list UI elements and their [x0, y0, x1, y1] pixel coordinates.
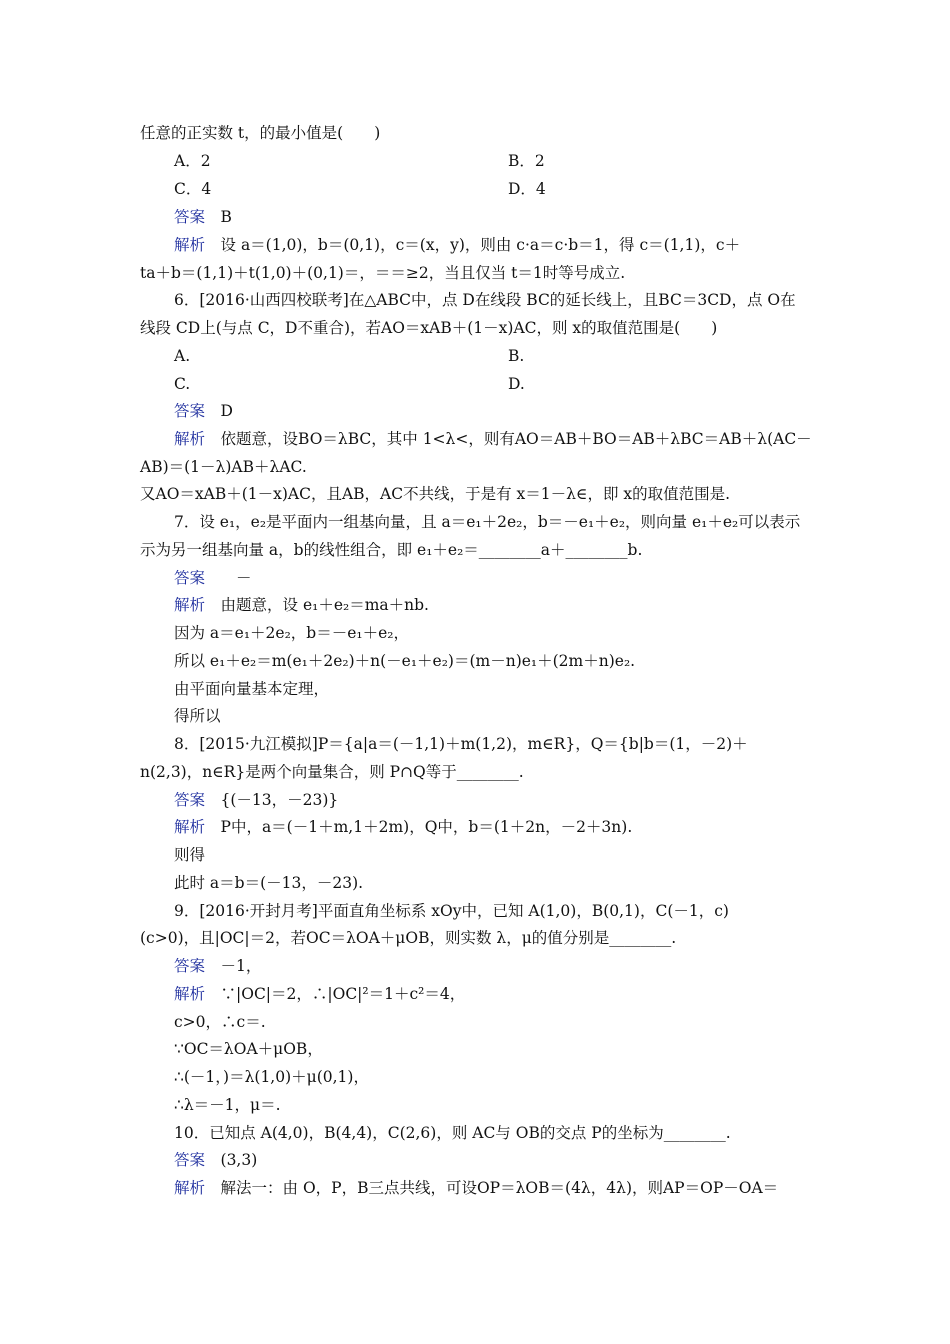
text-line: 由平面向量基本定理，	[174, 680, 330, 698]
text-line: (c>0)，且|OC|＝2，若OC＝λOA＋μOB，则实数 λ，μ的值分别是________.	[140, 929, 677, 947]
option-b: B．2	[508, 152, 545, 170]
analysis-line: 解析 由题意，设 e₁＋e₂＝ma＋nb.	[174, 596, 429, 614]
analysis-line: 解析 解法一：由 O，P，B三点共线，可设OP＝λOB＝(4λ，4λ)，则AP＝OP－OA＝	[174, 1179, 779, 1197]
text-line: 线段 CD上(与点 C，D不重合)，若AO＝xAB＋(1－x)AC，则 x的取值范围是( )	[140, 319, 718, 337]
text-line: 因为 a＝e₁＋2e₂，b＝－e₁＋e₂，	[174, 624, 409, 642]
text-line: ∴λ＝－1，μ＝.	[174, 1096, 281, 1114]
answer-line: 答案 (3,3)	[174, 1151, 258, 1169]
option-c: C．4	[174, 180, 212, 198]
analysis-label: 解析	[174, 430, 206, 448]
option-b: B.	[508, 347, 525, 365]
text-line: ∵OC＝λOA＋μOB，	[174, 1040, 323, 1058]
analysis-label: 解析	[174, 985, 206, 1003]
answer-label: 答案	[174, 208, 206, 226]
answer-line: 答案 B	[174, 208, 232, 226]
analysis-line: 解析 依题意，设BO＝λBC，其中 1<λ<，则有AO＝AB＋BO＝AB＋λBC＝AB＋λ(AC－	[174, 430, 812, 448]
answer-label: 答案	[174, 569, 206, 587]
question-10: 10．已知点 A(4,0)，B(4,4)，C(2,6)，则 AC与 OB的交点 P的坐标为________.	[174, 1124, 731, 1142]
analysis-line: 解析 P中，a＝(－1＋m,1＋2m)，Q中，b＝(1＋2n，－2＋3n).	[174, 818, 633, 836]
text-line: ta＋b＝(1,1)＋t(1,0)＋(0,1)＝，＝＝≥2，当且仅当 t＝1时等号成立.	[140, 264, 626, 282]
question-9: 9．[2016·开封月考]平面直角坐标系 xOy中，已知 A(1,0)，B(0,1)，C(－1，c)	[174, 902, 729, 920]
analysis-line: 解析 ∵|OC|＝2，∴|OC|²＝1＋c²＝4，	[174, 985, 466, 1003]
analysis-line: 解析 设 a＝(1,0)，b＝(0,1)，c＝(x，y)，则由 c·a＝c·b＝1，得 c＝(1,1)，c＋	[174, 236, 741, 254]
text-line: 此时 a＝b＝(－13，－23).	[174, 874, 364, 892]
option-c: C.	[174, 375, 191, 393]
question-6: 6．[2016·山西四校联考]在△ABC中，点 D在线段 BC的延长线上，且BC＝3CD，点 O在	[174, 291, 796, 309]
answer-label: 答案	[174, 791, 206, 809]
option-d: D．4	[508, 180, 546, 198]
analysis-label: 解析	[174, 596, 206, 614]
text-line: 所以 e₁＋e₂＝m(e₁＋2e₂)＋n(－e₁＋e₂)＝(m－n)e₁＋(2m＋n)e₂.	[174, 652, 636, 670]
option-a: A．2	[174, 152, 211, 170]
analysis-label: 解析	[174, 1179, 206, 1197]
analysis-label: 解析	[174, 236, 206, 254]
text-line: 示为另一组基向量 a，b的线性组合，即 e₁＋e₂＝________a＋________b.	[140, 541, 643, 559]
question-7: 7．设 e₁，e₂是平面内一组基向量，且 a＝e₁＋2e₂，b＝－e₁＋e₂，则向量 e₁＋e₂可以表示	[174, 513, 801, 531]
text-line: ∴(－1，)＝λ(1,0)＋μ(0,1)，	[174, 1068, 369, 1086]
text-line: 又AO＝xAB＋(1－x)AC，且AB，AC不共线，于是有 x＝1－λ∈，即 x的取值范围是.	[140, 485, 731, 503]
answer-label: 答案	[174, 957, 206, 975]
answer-label: 答案	[174, 1151, 206, 1169]
text-line: 任意的正实数 t，的最小值是( )	[140, 124, 381, 142]
answer-line: 答案 －	[174, 569, 252, 587]
question-8: 8．[2015·九江模拟]P＝{a|a＝(－1,1)＋m(1,2)，m∈R}，Q＝{b|b＝(1，－2)＋	[174, 735, 748, 753]
text-line: c>0，∴c＝.	[174, 1013, 266, 1031]
option-a: A.	[174, 347, 191, 365]
answer-line: 答案 {(－13，－23)}	[174, 791, 339, 809]
text-line: 得所以	[174, 707, 221, 725]
text-line: n(2,3)，n∈R}是两个向量集合，则 P∩Q等于________.	[140, 763, 524, 781]
analysis-label: 解析	[174, 818, 206, 836]
text-line: AB)＝(1－λ)AB＋λAC.	[140, 458, 307, 476]
answer-line: 答案 －1，	[174, 957, 262, 975]
answer-label: 答案	[174, 402, 206, 420]
answer-line: 答案 D	[174, 402, 233, 420]
text-line: 则得	[174, 846, 206, 864]
option-d: D.	[508, 375, 525, 393]
